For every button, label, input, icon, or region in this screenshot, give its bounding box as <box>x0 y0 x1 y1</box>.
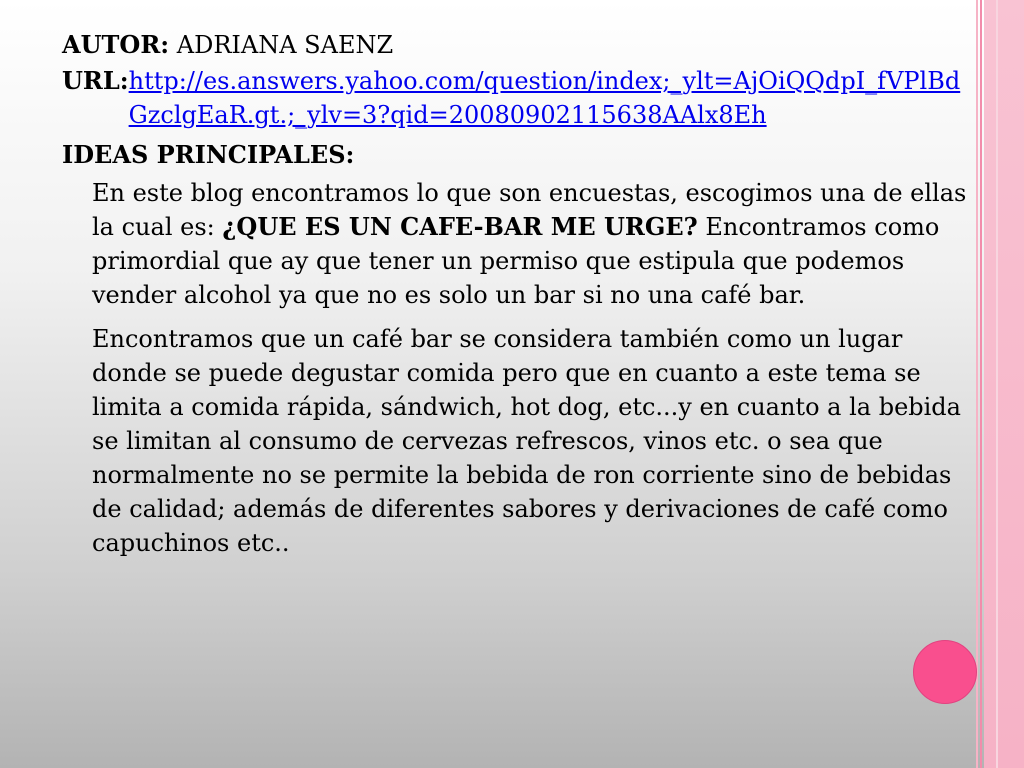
stripe-thin-3 <box>996 0 998 768</box>
author-label: AUTOR: <box>62 30 170 59</box>
paragraph-1 <box>92 176 974 312</box>
paragraph-1-rest: Encontramos como primordial que ay que tener un permiso que estipula que podemos vender alcohol ya que no es solo un bar si no una café bar. <box>92 213 940 309</box>
url-line <box>62 64 974 132</box>
slide-content <box>62 28 974 560</box>
decorative-dot <box>913 640 977 704</box>
author-line <box>62 28 974 62</box>
author-value: ADRIANA SAENZ <box>176 31 394 59</box>
paragraph-1-intro: En este blog encontramos lo que son encuestas, escogimos una de ellas la cual es: <box>92 179 967 241</box>
paragraph-1-question: ¿QUE ES UN CAFE-BAR ME URGE? <box>222 212 698 241</box>
stripe-thin-2 <box>980 0 982 768</box>
paragraph-2-text: Encontramos que un café bar se considera también como un lugar donde se puede degustar comida pero que en cuanto a este tema se limita a comida rápida, sándwich, hot dog, etc...y en cuanto a la bebida se limitan al consumo de cervezas refrescos, vinos etc. o sea que normalmente no se permite la bebida de ron corriente sino de bebidas de calidad; además de diferentes sabores y derivaciones de café como capuchinos etc.. <box>92 325 961 557</box>
paragraph-2 <box>92 322 974 560</box>
url-link[interactable]: http://es.answers.yahoo.com/question/index;_ylt=AjOiQQdpI_fVPlBdGzclgEaR.gt.;_ylv=3?qid=20080902115638AAlx8Eh <box>128 67 961 129</box>
stripe-wide <box>984 0 1024 768</box>
ideas-heading: IDEAS PRINCIPALES: <box>62 140 355 169</box>
stripe-thin-1 <box>976 0 978 768</box>
decorative-stripes <box>976 0 1024 768</box>
url-label: URL: <box>62 66 129 95</box>
